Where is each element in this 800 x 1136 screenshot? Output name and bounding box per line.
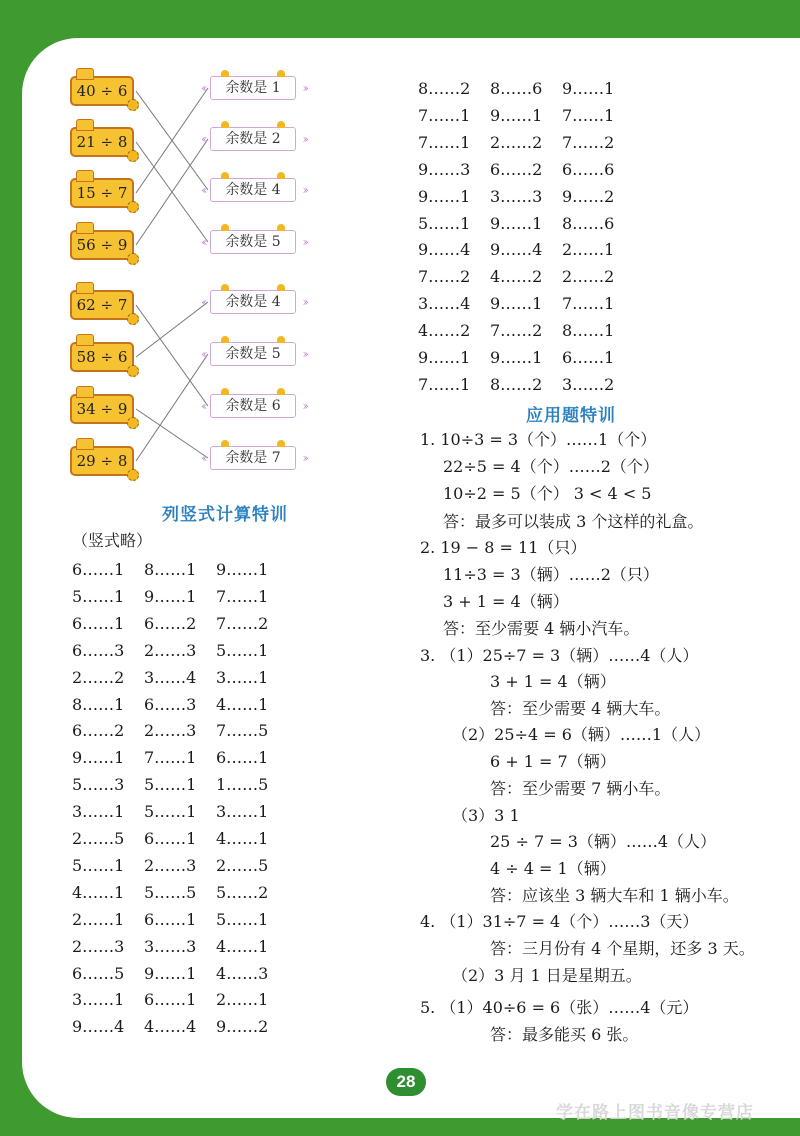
question-text: 15 ÷ 7	[76, 184, 128, 202]
remainder-cell: 9……4	[490, 240, 543, 260]
ear-icon	[221, 70, 229, 77]
cat-icon	[76, 334, 94, 346]
remainder-cell: 6……5	[72, 963, 125, 983]
remainder-answer-tag	[210, 394, 296, 418]
application-line: 25 ÷ 7 = 3（辆）……4（人）	[490, 832, 717, 851]
remainder-cell: 8……1	[72, 694, 125, 714]
remainder-row	[418, 350, 634, 366]
remainder-cell: 6……1	[144, 829, 197, 848]
remainder-cell: 7……2	[418, 267, 471, 287]
answer-text: 余数是 1	[225, 80, 281, 96]
remainder-cell: 9……1	[144, 963, 197, 983]
remainder-cell: 5……1	[216, 640, 269, 660]
remainder-cell: 2……1	[72, 909, 125, 929]
remainder-cell: 9……1	[144, 586, 197, 606]
remainder-cell: 6……1	[562, 348, 615, 367]
question-text: 29 ÷ 8	[76, 452, 128, 470]
application-line: 2. 19 − 8 = 11（只）	[420, 538, 587, 557]
remainder-row	[418, 296, 634, 312]
gear-icon	[127, 99, 139, 111]
gear-icon	[127, 469, 139, 481]
answer-text: 余数是 5	[225, 346, 281, 362]
ear-icon	[277, 440, 285, 447]
vertical-note: （竖式略）	[72, 531, 153, 550]
remainder-cell: 5……3	[72, 775, 125, 795]
ear-icon	[221, 172, 229, 179]
remainder-cell: 8……6	[490, 79, 543, 98]
remainder-cell: 2……2	[562, 267, 615, 287]
remainder-cell: 8……6	[562, 213, 615, 233]
connector-line	[136, 409, 208, 458]
remainder-cell: 5……1	[216, 909, 269, 929]
answer-text: 余数是 4	[225, 294, 281, 310]
answer-text: 余数是 2	[225, 131, 281, 147]
remainder-cell: 2……5	[216, 855, 269, 875]
remainder-row	[72, 963, 288, 983]
remainder-cell: 2……1	[562, 240, 615, 260]
store-watermark: 学在路上图书音像专营店	[556, 1103, 754, 1122]
question-text: 40 ÷ 6	[76, 82, 128, 100]
remainder-cell: 9……2	[562, 186, 615, 206]
remainder-cell: 9……1	[72, 748, 125, 768]
remainder-cell: 7……5	[216, 721, 269, 741]
cat-icon	[76, 438, 94, 450]
remainder-cell: 7……1	[562, 294, 615, 314]
application-line: 11÷3 = 3（辆）……2（只）	[443, 565, 659, 584]
remainder-cell: 6……1	[144, 909, 197, 929]
remainder-cell: 6……1	[144, 990, 197, 1010]
answer-text: 余数是 4	[225, 182, 281, 198]
remainder-row	[72, 777, 288, 793]
division-question-box	[70, 230, 134, 260]
remainder-cell: 3……1	[72, 802, 125, 822]
division-question-box	[70, 290, 134, 320]
ear-icon	[277, 172, 285, 179]
remainder-cell: 3……1	[216, 802, 269, 822]
remainder-answer-tag	[210, 446, 296, 470]
remainder-cell: 5……2	[216, 882, 269, 902]
remainder-row	[418, 374, 634, 394]
remainder-cell: 9……1	[418, 186, 471, 206]
remainder-cell: 8……2	[490, 374, 543, 394]
remainder-cell: 9……4	[72, 1017, 125, 1037]
remainder-cell: 6……2	[144, 613, 197, 633]
ear-icon	[277, 336, 285, 343]
remainder-row	[72, 750, 288, 766]
remainder-cell: 4……2	[490, 267, 543, 287]
remainder-cell: 6……1	[72, 613, 125, 633]
remainder-cell: 2……3	[72, 936, 125, 956]
cat-icon	[76, 170, 94, 182]
remainder-row	[72, 586, 288, 606]
remainder-cell: 9……2	[216, 1017, 269, 1037]
gear-icon	[127, 313, 139, 325]
section-heading-application: 应用题特训	[526, 406, 616, 426]
application-line: （2）25÷4 = 6（辆）……1（人）	[452, 725, 711, 744]
remainder-cell: 5……1	[72, 586, 125, 606]
ear-icon	[221, 121, 229, 128]
gear-icon	[127, 150, 139, 162]
remainder-cell: 4……1	[216, 829, 269, 848]
application-line: 答：应该坐 3 辆大车和 1 辆小车。	[490, 886, 739, 905]
remainder-cell: 9……3	[418, 159, 471, 179]
ear-icon	[221, 388, 229, 395]
remainder-cell: 7……1	[418, 374, 471, 394]
remainder-cell: 3……3	[144, 936, 197, 956]
remainder-cell: 7……2	[490, 321, 543, 341]
remainder-cell: 6……1	[72, 560, 125, 579]
ear-icon	[221, 440, 229, 447]
division-question-box	[70, 127, 134, 157]
ear-icon	[221, 284, 229, 291]
remainder-cell: 7……2	[216, 613, 269, 633]
remainder-row	[418, 242, 634, 258]
application-line: 4. （1）31÷7 = 4（个）……3（天）	[420, 912, 699, 931]
application-line: （3）3 1	[452, 806, 520, 825]
remainder-cell: 2……5	[72, 829, 125, 848]
remainder-cell: 6……6	[562, 159, 615, 179]
remainder-row	[72, 855, 288, 875]
remainder-cell: 9……1	[490, 348, 543, 367]
answer-text: 余数是 7	[225, 450, 281, 466]
remainder-row	[72, 613, 288, 633]
gear-icon	[127, 253, 139, 265]
application-line: 1. 10÷3 = 3（个）……1（个）	[420, 430, 657, 449]
connector-line	[136, 354, 208, 461]
remainder-cell: 5……1	[418, 213, 471, 233]
application-line: 3 + 1 = 4（辆）	[443, 592, 569, 611]
remainder-cell: 4……2	[418, 321, 471, 341]
remainder-cell: 5……1	[144, 775, 197, 795]
remainder-row	[72, 562, 288, 578]
connector-line	[136, 302, 208, 357]
ear-icon	[277, 121, 285, 128]
remainder-row	[72, 831, 288, 847]
cat-icon	[76, 386, 94, 398]
remainder-cell: 2……2	[490, 132, 543, 152]
remainder-cell: 4……1	[72, 882, 125, 902]
remainder-row	[418, 159, 634, 179]
remainder-row	[418, 323, 634, 339]
remainder-cell: 7……1	[144, 748, 197, 768]
remainder-cell: 6……1	[216, 748, 269, 768]
remainder-cell: 5……1	[144, 802, 197, 822]
remainder-cell: 5……1	[72, 855, 125, 875]
remainder-cell: 4……1	[216, 936, 269, 956]
remainder-row	[72, 882, 288, 902]
remainder-cell: 9……1	[418, 348, 471, 367]
question-text: 56 ÷ 9	[76, 236, 128, 254]
remainder-answer-tag	[210, 76, 296, 100]
cat-icon	[76, 68, 94, 80]
remainder-cell: 7……1	[418, 105, 471, 125]
application-line: 答：至少需要 4 辆小汽车。	[443, 619, 640, 638]
question-text: 34 ÷ 9	[76, 400, 128, 418]
question-text: 58 ÷ 6	[76, 348, 128, 366]
remainder-cell: 7……1	[418, 132, 471, 152]
division-question-box	[70, 394, 134, 424]
ear-icon	[221, 224, 229, 231]
remainder-cell: 9……4	[418, 240, 471, 260]
remainder-cell: 5……5	[144, 882, 197, 902]
remainder-cell: 9……1	[490, 105, 543, 125]
application-line: 答：最多能买 6 张。	[490, 1025, 639, 1044]
remainder-cell: 4……1	[216, 694, 269, 714]
remainder-answer-tag	[210, 230, 296, 254]
remainder-cell: 9……1	[562, 79, 615, 98]
remainder-answer-tag	[210, 290, 296, 314]
connector-line	[136, 305, 208, 406]
remainder-cell: 2……3	[144, 640, 197, 660]
remainder-row	[72, 936, 288, 956]
remainder-row	[72, 694, 288, 714]
answer-text: 余数是 5	[225, 234, 281, 250]
cat-icon	[76, 119, 94, 131]
remainder-cell: 3……1	[72, 990, 125, 1010]
remainder-row	[72, 804, 288, 820]
remainder-cell: 2……1	[216, 990, 269, 1010]
remainder-cell: 7……2	[562, 132, 615, 152]
cat-icon	[76, 222, 94, 234]
division-question-box	[70, 76, 134, 106]
application-line: 答：最多可以装成 3 个这样的礼盒。	[443, 512, 704, 531]
ear-icon	[221, 336, 229, 343]
remainder-row	[72, 723, 288, 739]
remainder-cell: 4……4	[144, 1017, 197, 1037]
remainder-row	[418, 213, 634, 233]
application-line: 10÷2 = 5（个） 3 < 4 < 5	[443, 484, 652, 503]
remainder-row	[418, 81, 634, 97]
section-heading-vertical: 列竖式计算特训	[162, 505, 288, 525]
ear-icon	[277, 70, 285, 77]
remainder-cell: 2……2	[72, 667, 125, 687]
application-line: 答：三月份有 4 个星期，还多 3 天。	[490, 939, 755, 958]
remainder-cell: 3……1	[216, 667, 269, 687]
division-question-box	[70, 178, 134, 208]
connector-line	[136, 139, 208, 245]
application-line: 答：至少需要 4 辆大车。	[490, 699, 671, 718]
application-line: 3. （1）25÷7 = 3（辆）……4（人）	[420, 646, 699, 665]
remainder-answer-tag	[210, 342, 296, 366]
remainder-row	[418, 105, 634, 125]
remainder-cell: 8……1	[144, 560, 197, 579]
remainder-row	[418, 269, 634, 285]
application-line: 3 + 1 = 4（辆）	[490, 672, 616, 691]
connector-line	[136, 88, 208, 193]
page-number: 28	[386, 1068, 426, 1096]
question-text: 62 ÷ 7	[76, 296, 128, 314]
remainder-cell: 6……2	[490, 159, 543, 179]
application-line: 5. （1）40÷6 = 6（张）……4（元）	[420, 998, 699, 1017]
cat-icon	[76, 282, 94, 294]
ear-icon	[277, 388, 285, 395]
remainder-cell: 7……1	[562, 105, 615, 125]
application-line: 答：至少需要 7 辆小车。	[490, 779, 671, 798]
remainder-row	[72, 909, 288, 929]
remainder-cell: 2……3	[144, 855, 197, 875]
remainder-cell: 6……3	[144, 694, 197, 714]
remainder-answer-tag	[210, 127, 296, 151]
ear-icon	[277, 224, 285, 231]
remainder-row	[418, 132, 634, 152]
remainder-cell: 8……1	[562, 321, 615, 341]
remainder-cell: 4……3	[216, 963, 269, 983]
remainder-cell: 6……3	[72, 640, 125, 660]
remainder-cell: 3……3	[490, 186, 543, 206]
remainder-cell: 3……4	[144, 667, 197, 687]
remainder-row	[72, 1019, 288, 1035]
gear-icon	[127, 201, 139, 213]
remainder-cell: 7……1	[216, 586, 269, 606]
application-line: 22÷5 = 4（个）……2（个）	[443, 457, 659, 476]
ear-icon	[277, 284, 285, 291]
remainder-cell: 6……2	[72, 721, 125, 741]
remainder-cell: 8……2	[418, 79, 471, 98]
application-line: 4 ÷ 4 = 1（辆）	[490, 859, 616, 878]
answer-text: 余数是 6	[225, 398, 281, 414]
gear-icon	[127, 365, 139, 377]
remainder-cell: 9……1	[490, 294, 543, 314]
division-question-box	[70, 342, 134, 372]
remainder-cell: 3……2	[562, 374, 615, 394]
remainder-cell: 9……1	[216, 560, 269, 579]
remainder-cell: 3……4	[418, 294, 471, 314]
remainder-row	[72, 640, 288, 660]
remainder-row	[418, 186, 634, 206]
application-line: （2）3 月 1 日是星期五。	[452, 966, 642, 985]
remainder-cell: 2……3	[144, 721, 197, 741]
gear-icon	[127, 417, 139, 429]
division-question-box	[70, 446, 134, 476]
remainder-answer-tag	[210, 178, 296, 202]
application-line: 6 + 1 = 7（辆）	[490, 752, 616, 771]
remainder-row	[72, 992, 288, 1008]
question-text: 21 ÷ 8	[76, 133, 128, 151]
remainder-cell: 1……5	[216, 775, 269, 795]
remainder-cell: 9……1	[490, 213, 543, 233]
remainder-row	[72, 667, 288, 687]
